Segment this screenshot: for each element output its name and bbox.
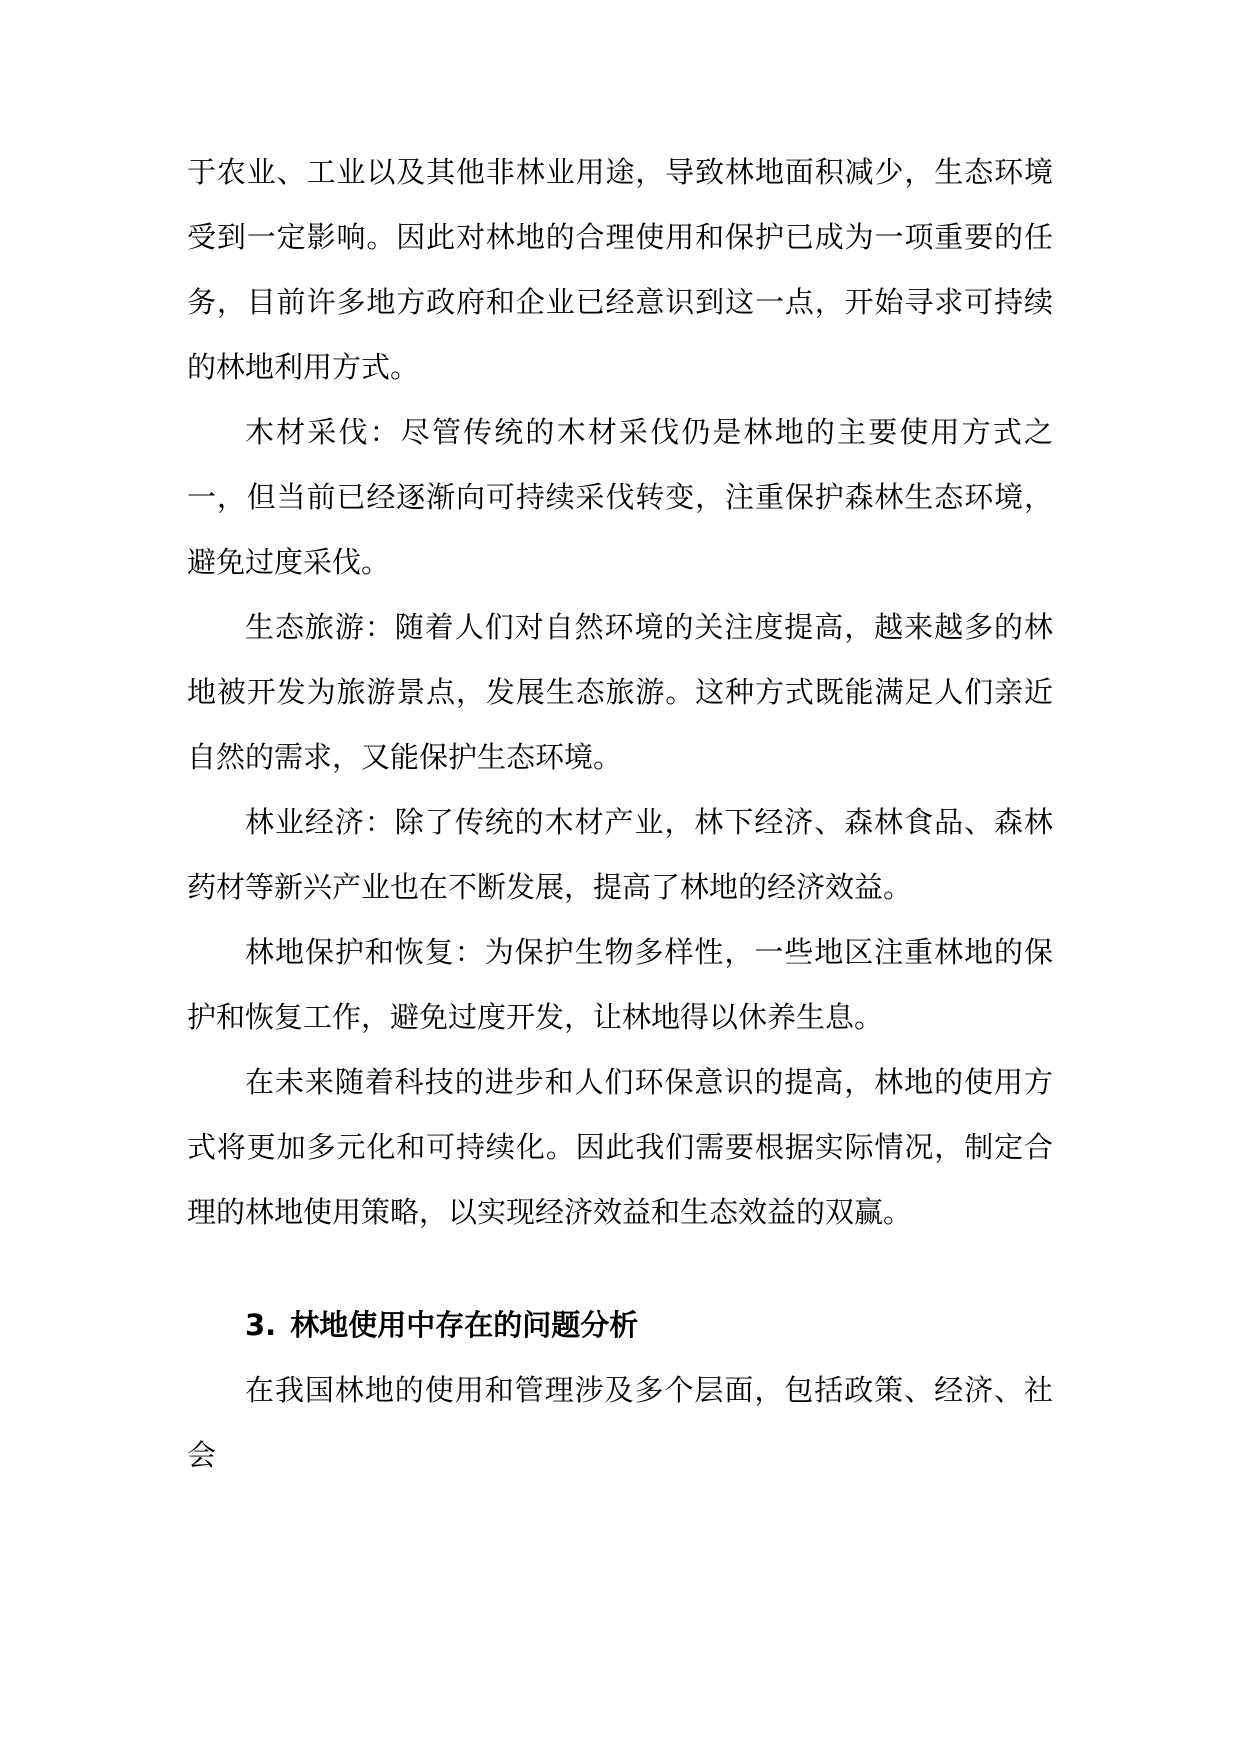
section-number: 3. — [245, 1308, 277, 1342]
paragraph-section-intro: 在我国林地的使用和管理涉及多个层面，包括政策、经济、社会 — [187, 1373, 1053, 1472]
paragraph-protection-restoration: 林地保护和恢复：为保护生物多样性，一些地区注重林地的保护和恢复工作，避免过度开发，让林地得以休养生息。 — [187, 935, 1053, 1034]
paragraph-continued: 于农业、工业以及其他非林业用途，导致林地面积减少，生态环境受到一定影响。因此对林地的合理使用和保护已成为一项重要的任务，目前许多地方政府和企业已经意识到这一点，开始寻求可持续的林地利用方式。 — [187, 155, 1053, 384]
paragraph-timber-harvesting: 木材采伐：尽管传统的木材采伐仍是林地的主要使用方式之一，但当前已经逐渐向可持续采伐转变，注重保护森林生态环境，避免过度采伐。 — [187, 415, 1053, 579]
page-body — [187, 140, 1053, 1488]
paragraph-future-outlook: 在未来随着科技的进步和人们环保意识的提高，林地的使用方式将更加多元化和可持续化。因此我们需要根据实际情况，制定合理的林地使用策略，以实现经济效益和生态效益的双赢。 — [187, 1065, 1053, 1229]
section-title: 林地使用中存在的问题分析 — [290, 1308, 639, 1342]
paragraph-forestry-economy: 林业经济：除了传统的木材产业，林下经济、森林食品、森林药材等新兴产业也在不断发展，提高了林地的经济效益。 — [187, 805, 1053, 904]
section-heading — [187, 1293, 1053, 1358]
paragraph-eco-tourism: 生态旅游：随着人们对自然环境的关注度提高，越来越多的林地被开发为旅游景点，发展生态旅游。这种方式既能满足人们亲近自然的需求，又能保护生态环境。 — [187, 610, 1053, 774]
